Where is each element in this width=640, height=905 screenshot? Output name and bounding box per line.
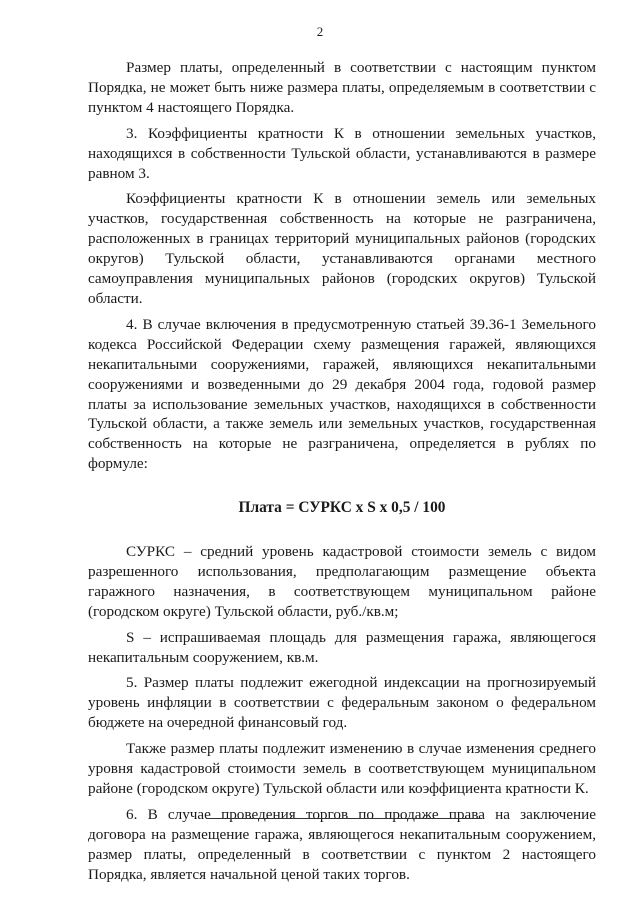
paragraph-item-5-change: Также размер платы подлежит изменению в случае изменения среднего уровня кадастровой стоимости земель в соответствующем муниципальном районе (городском округе) Тульской области или коэффициента кратности К.: [88, 740, 596, 797]
payment-formula: Плата = СУРКС х S х 0,5 / 100: [238, 499, 446, 517]
paragraph-item-4: 4. В случае включения в предусмотренную статьей 39.36-1 Земельного кодекса Российской Федерации схему размещения гаражей, являющихся некапитальными сооружениями, гаражей, являющихся некапитальными сооружениями и возведенными до 29 декабря 2004 года, годовой размер платы за использование земельных участков, находящихся в собственности Тульской области, а также земель или земельных участков, государственная собственность на которые не разграничена, определяется в рублях по формуле:: [88, 315, 596, 473]
page-number: 2: [316, 24, 324, 39]
paragraph-item-3-municipal: Коэффициенты кратности К в отношении земель или земельных участков, государственная собственность на которые не разграничена, расположенных в границах территорий муниципальных районов (городских округов) Тульской области, устанавливаются органами местного самоуправления муниципальных районов (городских округов) Тульской области.: [88, 190, 596, 307]
document-body: [88, 58, 596, 891]
paragraph-surks-definition: СУРКС – средний уровень кадастровой стоимости земель с видом разрешенного использования, предполагающим размещение объекта гаражного назначения, в соответствующем муниципальном районе (городском округе) Тульской области, руб./кв.м;: [88, 543, 596, 620]
paragraph-item-6: 6. В случае проведения торгов по продаже права на заключение договора на размещение гаража, являющегося некапитальным сооружением, размер платы, определенный в соответствии с пунктом 2 настоящего Порядка, является начальной ценой таких торгов.: [88, 805, 596, 883]
paragraph-s-definition: S – испрашиваемая площадь для размещения гаража, являющегося некапитальным сооружением, кв.м.: [88, 628, 596, 666]
paragraph-min-payment: Размер платы, определенный в соответствии с настоящим пунктом Порядка, не может быть ниже размера платы, определяемым в соответствии с пунктом 4 настоящего Порядка.: [88, 59, 596, 116]
paragraph-item-5: 5. Размер платы подлежит ежегодной индексации на прогнозируемый уровень инфляции в соответствии с федеральным законом о федеральном бюджете на очередной финансовый год.: [88, 674, 596, 732]
paragraph-item-3: 3. Коэффициенты кратности К в отношении земельных участков, находящихся в собственности Тульской области, устанавливаются в размере равном 3.: [88, 124, 596, 182]
end-divider: [206, 818, 482, 819]
